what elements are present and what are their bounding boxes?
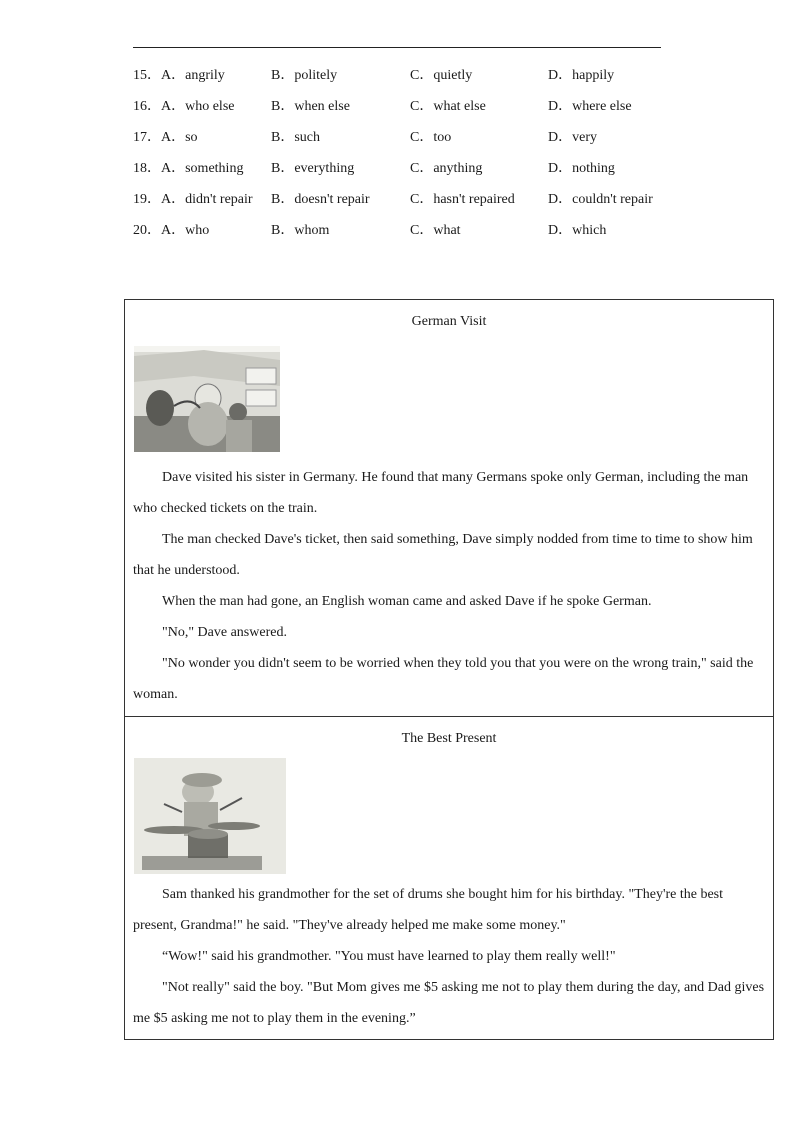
story-body	[133, 879, 765, 1034]
option-c: C．what else	[410, 99, 486, 114]
option-d: D．very	[548, 130, 597, 145]
question-number: 16．	[133, 99, 161, 114]
question-number: 17．	[133, 130, 161, 145]
story-body	[133, 462, 765, 710]
option-a: A．so	[161, 130, 198, 145]
story-paragraph: Dave visited his sister in Germany. He found that many Germans spoke only German, including the man who checked tickets on the train.	[133, 470, 749, 516]
option-c: C．quietly	[410, 68, 473, 83]
option-d: D．couldn't repair	[548, 192, 653, 207]
option-c: C．anything	[410, 161, 483, 176]
drummer-illustration	[134, 758, 286, 874]
option-d: D．happily	[548, 68, 615, 83]
story-paragraph: "Not really" said the boy. "But Mom gives me $5 asking me not to play them during the day, and Dad gives me $5 asking me not to play them in the evening.”	[133, 980, 765, 1026]
option-a: A．who else	[161, 99, 235, 114]
option-d: D．where else	[548, 99, 632, 114]
question-number: 19．	[133, 192, 161, 207]
option-b: B．when else	[271, 99, 350, 114]
option-a: A．who	[161, 223, 210, 238]
question-number: 20．	[133, 223, 161, 238]
story-photo-drums	[134, 758, 286, 874]
story-paragraph: "No," Dave answered.	[162, 625, 287, 640]
option-a: A．angrily	[161, 68, 225, 83]
option-c: C．too	[410, 130, 452, 145]
story-paragraph: Sam thanked his grandmother for the set of drums she bought him for his birthday. "They're the best present, Grandma!" he said. "They've already helped me make some money."	[133, 887, 723, 933]
story-paragraph: When the man had gone, an English woman came and asked Dave if he spoke German.	[162, 594, 652, 609]
story-title: The Best Present	[401, 731, 497, 746]
option-row-20	[133, 221, 693, 252]
option-b: B．whom	[271, 223, 330, 238]
question-number: 15．	[133, 68, 161, 83]
answer-options	[133, 66, 693, 252]
option-row-19	[133, 190, 693, 221]
story-photo-train	[134, 346, 280, 452]
option-row-15	[133, 66, 693, 97]
option-b: B．politely	[271, 68, 338, 83]
option-d: D．nothing	[548, 161, 615, 176]
option-c: C．hasn't repaired	[410, 192, 515, 207]
story-best-present	[124, 716, 774, 1040]
option-b: B．everything	[271, 161, 355, 176]
option-row-17	[133, 128, 693, 159]
story-paragraph: The man checked Dave's ticket, then said something, Dave simply nodded from time to time to show him that he understood.	[133, 532, 753, 578]
option-c: C．what	[410, 223, 461, 238]
top-divider	[133, 47, 661, 48]
option-a: A．something	[161, 161, 244, 176]
story-paragraph: “Wow!" said his grandmother. "You must have learned to play them really well!"	[162, 949, 616, 964]
option-a: A．didn't repair	[161, 192, 253, 207]
train-passengers-illustration	[134, 346, 280, 452]
story-paragraph: "No wonder you didn't seem to be worried when they told you that you were on the wrong train," said the woman.	[133, 656, 754, 702]
question-number: 18．	[133, 161, 161, 176]
option-row-16	[133, 97, 693, 128]
option-b: B．doesn't repair	[271, 192, 370, 207]
option-b: B．such	[271, 130, 320, 145]
option-d: D．which	[548, 223, 607, 238]
option-row-18	[133, 159, 693, 190]
story-german-visit	[124, 299, 774, 717]
story-title: German Visit	[411, 314, 487, 329]
